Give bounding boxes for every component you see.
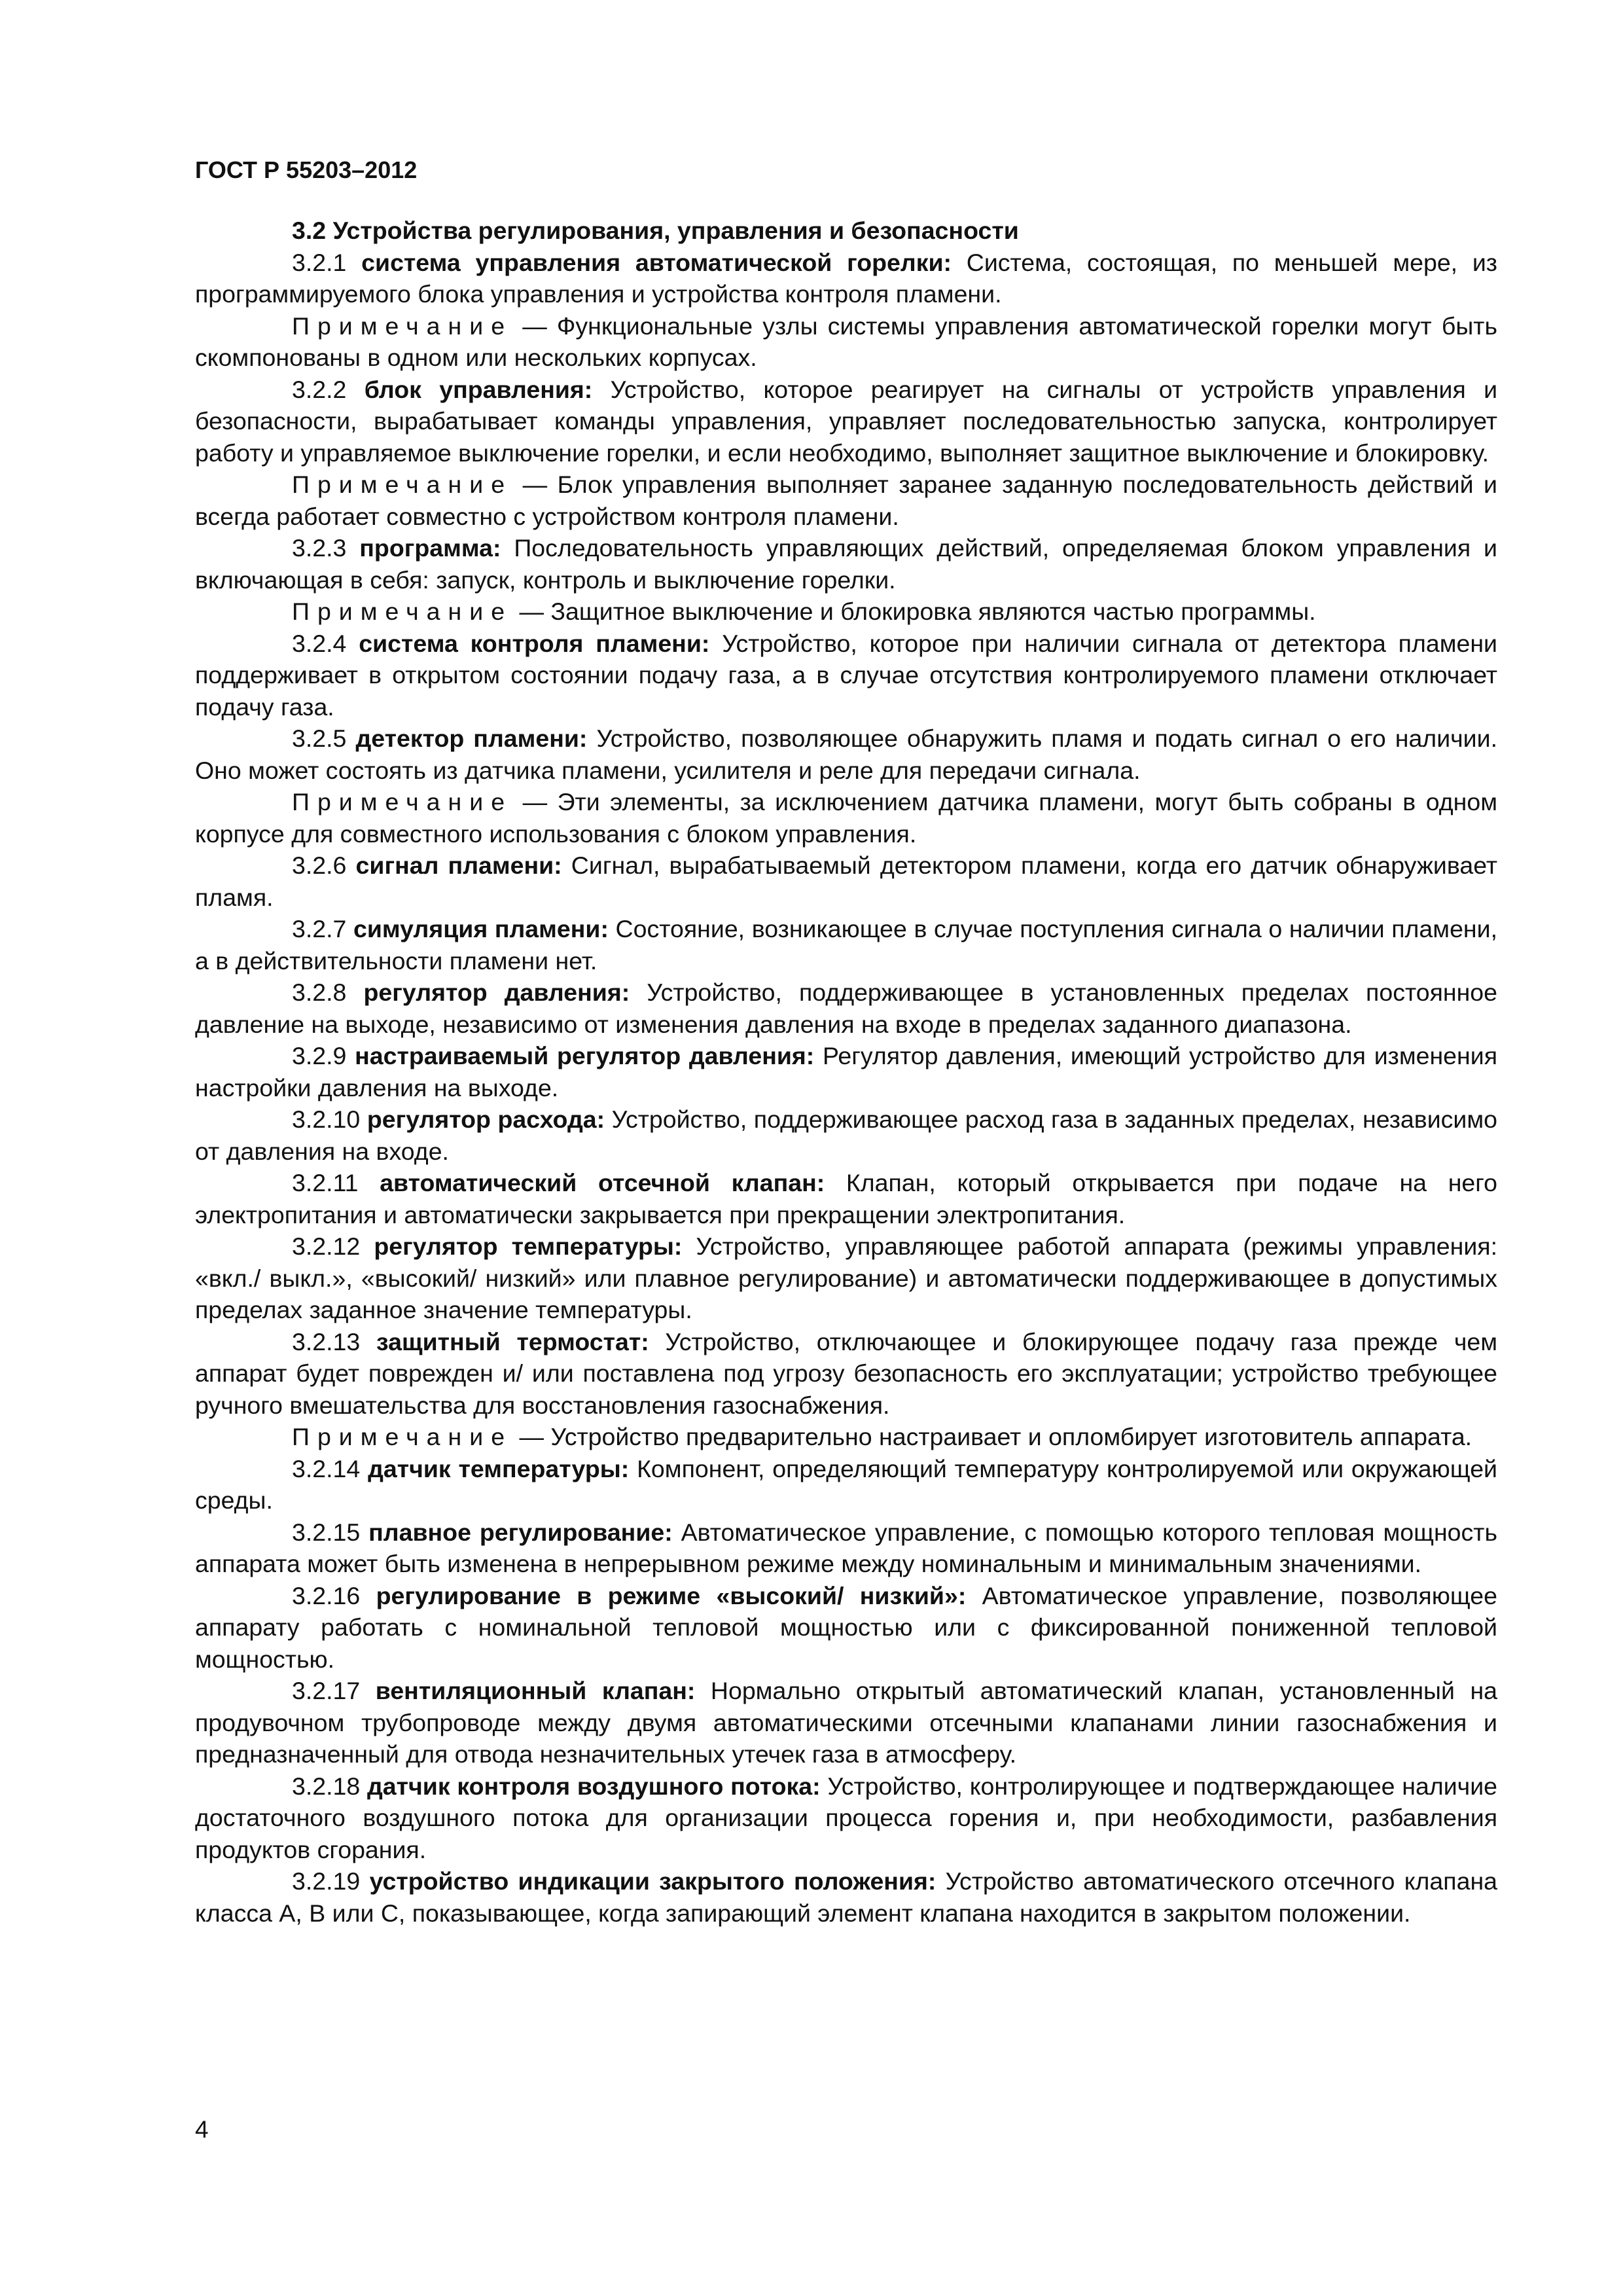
definition-text: Состояние, возникающее в случае поступления сигнала о наличии пламени, а в действительности пламени нет. bbox=[195, 915, 1497, 975]
definition-text: Устройство, поддерживающее в установленных пределах постоянное давление на выходе, независимо от изменения давления на входе в пределах заданного диапазона. bbox=[195, 978, 1498, 1038]
definition-paragraph bbox=[195, 1326, 1497, 1422]
document-header: ГОСТ Р 55203–2012 bbox=[195, 156, 418, 183]
clause-number: 3.2.14 bbox=[292, 1454, 361, 1482]
section-heading bbox=[195, 215, 1497, 247]
definition-text: — Эти элементы, за исключением датчика пламени, могут быть собраны в одном корпусе для совместного использования с блоком управления. bbox=[195, 788, 1497, 848]
term: автоматический отсечной клапан: bbox=[380, 1169, 825, 1196]
clause-number: 3.2.4 bbox=[292, 629, 347, 657]
definition-paragraph bbox=[195, 374, 1497, 469]
clause-number: 3.2.3 bbox=[292, 534, 347, 562]
term: система управления автоматической горелки: bbox=[361, 248, 952, 276]
definition-paragraph bbox=[195, 723, 1497, 786]
term: регулятор температуры: bbox=[374, 1232, 683, 1260]
note-paragraph bbox=[195, 596, 1497, 628]
definition-paragraph bbox=[195, 1167, 1497, 1230]
clause-number: 3.2.8 bbox=[292, 978, 347, 1006]
clause-number: 3.2.19 bbox=[292, 1867, 361, 1895]
definition-text: Устройство, поддерживающее расход газа в заданных пределах, независимо от давления на входе. bbox=[195, 1105, 1497, 1165]
definition-text: — Защитное выключение и блокировка являются частью программы. bbox=[512, 598, 1316, 625]
page-number: 4 bbox=[195, 2116, 209, 2143]
document-body bbox=[195, 215, 1497, 1929]
note-label: Примечание bbox=[292, 312, 513, 340]
term: регулятор расхода: bbox=[366, 1105, 605, 1133]
definition-text: Устройство, управляющее работой аппарата (режимы управления: «вкл./ выкл.», «высокий/ низкий» или плавное регулирование) и автоматически поддерживающее в допустимых пределах заданное значение температуры. bbox=[195, 1232, 1497, 1323]
definition-text: Устройство, позволяющее обнаружить пламя и подать сигнал о его наличии. Оно может состоять из датчика пламени, усилителя и реле для передачи сигнала. bbox=[195, 725, 1497, 784]
definition-text: Устройство, контролирующее и подтверждающее наличие достаточного воздушного потока для организации процесса горения и, при необходимости, разбавления продуктов сгорания. bbox=[195, 1772, 1497, 1863]
term: сигнал пламени: bbox=[355, 852, 562, 879]
term: вентиляционный клапан: bbox=[375, 1677, 696, 1704]
definition-paragraph bbox=[195, 913, 1497, 977]
clause-number: 3.2.6 bbox=[292, 852, 347, 879]
term: плавное регулирование: bbox=[368, 1518, 673, 1546]
definition-text: Система, состоящая, по меньшей мере, из программируемого блока управления и устройства контроля пламени. bbox=[195, 248, 1497, 308]
section-title: Устройства регулирования, управления и безопасности bbox=[332, 217, 1019, 244]
term: устройство индикации закрытого положения: bbox=[369, 1867, 936, 1895]
definition-text: Последовательность управляющих действий, определяемая блоком управления и включающая в себя: запуск, контроль и выключение горелки. bbox=[195, 534, 1497, 594]
definition-text: Автоматическое управление, позволяющее аппарату работать с номинальной тепловой мощностью или с фиксированной пониженной тепловой мощностью. bbox=[195, 1581, 1498, 1673]
term: симуляция пламени: bbox=[353, 915, 609, 942]
clause-number: 3.2.18 bbox=[292, 1772, 361, 1800]
term: настраиваемый регулятор давления: bbox=[355, 1042, 815, 1069]
term: система контроля пламени: bbox=[359, 629, 710, 657]
definition-text: Нормально открытый автоматический клапан, установленный на продувочном трубопроводе между двумя автоматическими отсечными клапанами линии газоснабжения и предназначенный для отвода незначительных утечек газа в атмосферу. bbox=[195, 1677, 1498, 1768]
clause-number: 3.2.1 bbox=[292, 248, 347, 276]
definition-paragraph bbox=[195, 850, 1497, 913]
term: датчик контроля воздушного потока: bbox=[367, 1772, 821, 1800]
clause-number: 3.2.9 bbox=[292, 1042, 347, 1069]
term: программа: bbox=[359, 534, 501, 562]
definition-text: Устройство автоматического отсечного клапана класса А, В или С, показывающее, когда запирающий элемент клапана находится в закрытом положении. bbox=[195, 1867, 1498, 1927]
definition-text: Автоматическое управление, с помощью которого тепловая мощность аппарата может быть изменена в непрерывном режиме между номинальным и минимальным значениями. bbox=[195, 1518, 1497, 1577]
definition-text: Клапан, который открывается при подаче на него электропитания и автоматически закрывается при прекращении электропитания. bbox=[195, 1169, 1497, 1229]
definition-text: — Устройство предварительно настраивает и опломбирует изготовитель аппарата. bbox=[512, 1423, 1472, 1450]
term: детектор пламени: bbox=[355, 725, 588, 752]
note-label: Примечание bbox=[292, 471, 513, 498]
definition-text: Устройство, которое реагирует на сигналы от устройств управления и безопасности, вырабатывает команды управления, управляет последовательностью запуска, контролирует работу и управляемое выключение горелки, и если необходимо, выполняет защитное выключение и блокировку. bbox=[195, 375, 1498, 467]
note-paragraph bbox=[195, 469, 1497, 532]
definition-paragraph bbox=[195, 1103, 1497, 1167]
definition-paragraph bbox=[195, 532, 1497, 596]
note-paragraph bbox=[195, 1421, 1497, 1453]
term: регулятор давления: bbox=[363, 978, 630, 1006]
definition-paragraph bbox=[195, 628, 1497, 723]
definition-paragraph bbox=[195, 1453, 1497, 1516]
definition-paragraph bbox=[195, 1675, 1497, 1770]
clause-number: 3.2.7 bbox=[292, 915, 347, 942]
section-number: 3.2 bbox=[292, 217, 327, 244]
definition-text: — Функциональные узлы системы управления автоматической горелки могут быть скомпонованы в одном или нескольких корпусах. bbox=[195, 312, 1497, 371]
definition-paragraph bbox=[195, 1516, 1497, 1580]
clause-number: 3.2.12 bbox=[292, 1232, 361, 1260]
definition-paragraph bbox=[195, 1040, 1497, 1103]
definition-paragraph bbox=[195, 1230, 1497, 1326]
clause-number: 3.2.10 bbox=[292, 1105, 361, 1133]
term: регулирование в режиме «высокий/ низкий»: bbox=[376, 1581, 967, 1609]
clause-number: 3.2.17 bbox=[292, 1677, 361, 1704]
note-label: Примечание bbox=[292, 1423, 513, 1450]
definition-text: Сигнал, вырабатываемый детектором пламени, когда его датчик обнаруживает пламя. bbox=[195, 852, 1497, 911]
definition-paragraph bbox=[195, 247, 1497, 310]
definition-text: Устройство, которое при наличии сигнала от детектора пламени поддерживает в открытом состоянии подачу газа, а в случае отсутствия контролируемого пламени отключает подачу газа. bbox=[195, 629, 1498, 721]
definition-paragraph bbox=[195, 1770, 1497, 1866]
clause-number: 3.2.16 bbox=[292, 1581, 361, 1609]
clause-number: 3.2.15 bbox=[292, 1518, 361, 1546]
definition-text: Устройство, отключающее и блокирующее подачу газа прежде чем аппарат будет поврежден и/ или поставлена под угрозу безопасность его эксплуатации; устройство требующее ручного вмешательства для восстановления газоснабжения. bbox=[195, 1327, 1497, 1419]
term: защитный термостат: bbox=[376, 1327, 649, 1355]
definition-paragraph bbox=[195, 1580, 1497, 1676]
clause-number: 3.2.2 bbox=[292, 375, 347, 403]
clause-number: 3.2.5 bbox=[292, 725, 347, 752]
definition-paragraph bbox=[195, 977, 1497, 1040]
clause-number: 3.2.11 bbox=[292, 1169, 359, 1196]
clause-number: 3.2.13 bbox=[292, 1327, 361, 1355]
term: датчик температуры: bbox=[368, 1454, 630, 1482]
note-paragraph bbox=[195, 310, 1497, 374]
note-label: Примечание bbox=[292, 788, 513, 816]
definition-text: Компонент, определяющий температуру контролируемой или окружающей среды. bbox=[195, 1454, 1497, 1514]
note-label: Примечание bbox=[292, 598, 513, 625]
term: блок управления: bbox=[364, 375, 593, 403]
definition-text: — Блок управления выполняет заранее заданную последовательность действий и всегда работает совместно с устройством контроля пламени. bbox=[195, 471, 1497, 530]
definition-text: Регулятор давления, имеющий устройство для изменения настройки давления на выходе. bbox=[195, 1042, 1497, 1102]
definition-paragraph bbox=[195, 1865, 1497, 1929]
note-paragraph bbox=[195, 786, 1497, 850]
